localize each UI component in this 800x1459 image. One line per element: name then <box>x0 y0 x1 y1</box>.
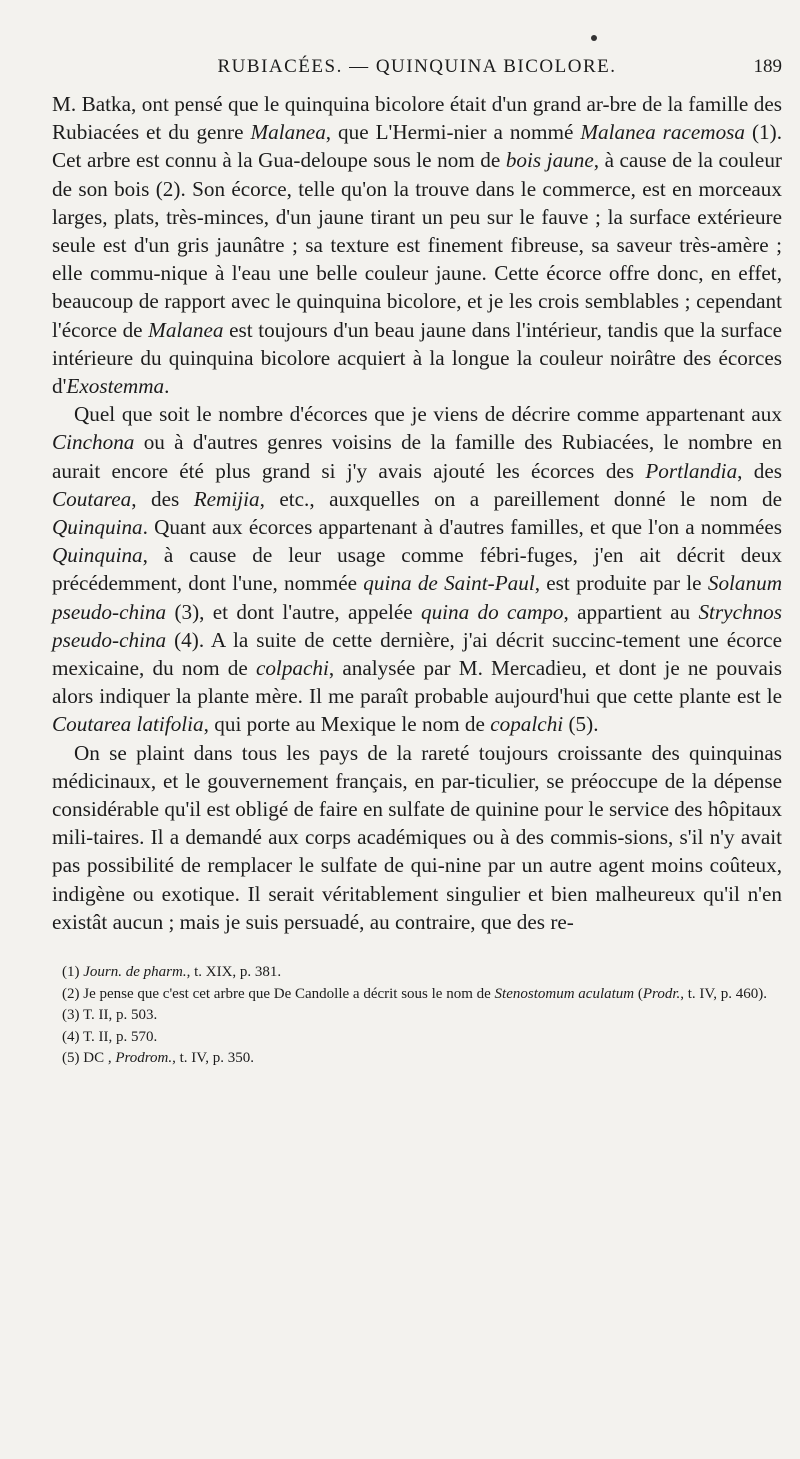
italic-term: Prodrom. <box>115 1050 173 1067</box>
text-run: On se plaint dans tous les pays de la rareté toujours croissante des quinquinas médicinaux, et le gouvernement français, en par-ticulier, se préoccupe de la dépense considérable qu'il est obligé de faire en sulfate de quinine pour le service des hôpitaux mili-taires. Il a demandé aux corps académiques ou à des commis-sions, s'il n'y avait pas possibilité de remplacer le sulfate de qui-nine par un autre agent moins coûteux, indigène ou exotique. Il serait véritablement singulier et bien malheureux qu'il n'en existât aucun ; mais je suis persuadé, au contraire, que des re- <box>52 740 782 934</box>
italic-term: Remijia <box>193 486 260 511</box>
text-run: M. Batka, ont pensé que le quinquina bicolore était d'un grand ar-bre de la famille des Rubiacées et du genre <box>52 92 782 145</box>
italic-term: Coutarea <box>52 486 132 511</box>
text-run: ( <box>634 985 643 1002</box>
text-run: , t. IV, p. 460). <box>680 985 768 1002</box>
text-run: , etc., auxquelles on a pareillement donné le nom de <box>259 486 783 511</box>
text-run: ou à d'autres genres voisins de la famille des Rubiacées, le nombre en aurait encore été plus grand si j'y avais ajouté les écorces des <box>52 430 782 483</box>
running-head-title: RUBIACÉES. — QUINQUINA BICOLORE. <box>217 56 617 77</box>
text-run: , que L'Hermi-nier a nommé <box>325 120 581 145</box>
paragraph <box>52 739 782 936</box>
text-run: (4). A la suite de cette dernière, j'ai décrit succinc-tement une écorce mexicaine, du nom de <box>52 627 782 681</box>
ink-speck <box>591 35 597 41</box>
text-run: (2) Je pense que c'est cet arbre que De Candolle a décrit sous le nom de <box>62 985 495 1002</box>
page-number: 189 <box>753 56 782 77</box>
italic-term: Journ. de pharm. <box>83 964 187 981</box>
text-run: , à cause de la couleur de son bois (2). Son écorce, telle qu'on la trouve dans le commerce, est en morceaux larges, plats, très-minces, d'un jaune tirant un peu sur le fauve ; la surface extérieure seule est d'un gris jaunâtre ; sa texture est finement fibreuse, sa saveur très-amère ; elle commu-nique à l'eau une belle couleur jaune. Cette écorce offre donc, en effet, beaucoup de rapport avec le quinquina bicolore, et je les crois semblables ; cependant l'écorce de <box>52 148 782 342</box>
text-run: , des <box>131 486 194 511</box>
text-run: , est produite par le <box>534 571 708 596</box>
italic-term: Coutarea latifolia <box>52 712 204 737</box>
italic-term: quina de Saint-Paul <box>363 571 535 596</box>
italic-term: Solanum pseudo-china <box>52 571 782 624</box>
footnote <box>52 1005 782 1027</box>
italic-term: bois jaune <box>505 148 594 173</box>
footnote <box>52 962 782 984</box>
text-run: Quel que soit le nombre d'écorces que je viens de décrire comme appartenant aux <box>74 402 782 427</box>
footnote <box>52 984 782 1006</box>
running-head <box>52 56 782 90</box>
italic-term: quina do campo <box>420 599 564 624</box>
paragraph <box>52 400 782 738</box>
italic-term: Cinchona <box>52 430 135 455</box>
paragraph <box>52 90 782 400</box>
italic-term: Malanea <box>250 120 326 145</box>
italic-term: Exostemma <box>66 374 165 399</box>
text-run: , analysée par M. Mercadieu, et dont je ne pouvais alors indiquer la plante mère. Il me paraît probable aujourd'hui que cette plante est le <box>52 656 782 709</box>
italic-term: Strychnos pseudo-china <box>52 599 782 652</box>
text-run: . Quant aux écorces appartenant à d'autres familles, et que l'on a nommées <box>142 515 782 540</box>
text-run: , des <box>737 458 782 483</box>
book-page <box>52 56 782 1070</box>
italic-term: Malanea racemosa <box>580 120 746 145</box>
italic-term: colpachi <box>255 656 329 681</box>
text-run: , t. XIX, p. 381. <box>186 964 282 981</box>
italic-term: Portlandia <box>645 458 738 483</box>
text-run: , à cause de leur usage comme fébri-fuges, j'en ait décrit deux précédemment, dont l'une, nommée <box>52 543 782 596</box>
text-run: , appartient au <box>563 599 699 624</box>
text-run: (1) <box>62 964 84 981</box>
text-run: est toujours d'un beau jaune dans l'intérieur, tandis que la surface intérieure du quinquina bicolore acquiert à la longue la couleur noirâtre des écorces d' <box>52 317 782 399</box>
text-run: (5) DC , <box>62 1050 116 1067</box>
text-run: , t. IV, p. 350. <box>172 1050 254 1067</box>
text-run: . <box>164 374 170 399</box>
italic-term: Stenostomum aculatum <box>494 985 635 1002</box>
italic-term: Malanea <box>148 317 224 342</box>
footnotes <box>52 962 782 1070</box>
text-run: (1). Cet arbre est connu à la Gua-deloupe sous le nom de <box>52 120 782 173</box>
text-run: (4) T. II, p. 570. <box>62 1028 158 1045</box>
text-run: (5). <box>563 712 599 737</box>
text-run: , qui porte au Mexique le nom de <box>203 712 491 737</box>
body-text <box>52 90 782 936</box>
italic-term: Quinquina <box>52 543 143 568</box>
text-run: (3) T. II, p. 503. <box>62 1007 158 1024</box>
italic-term: copalchi <box>490 712 564 737</box>
italic-term: Prodr. <box>642 985 681 1002</box>
italic-term: Quinquina <box>52 515 143 540</box>
footnote <box>52 1048 782 1070</box>
footnote <box>52 1027 782 1049</box>
text-run: (3), et dont l'autre, appelée <box>166 599 421 624</box>
